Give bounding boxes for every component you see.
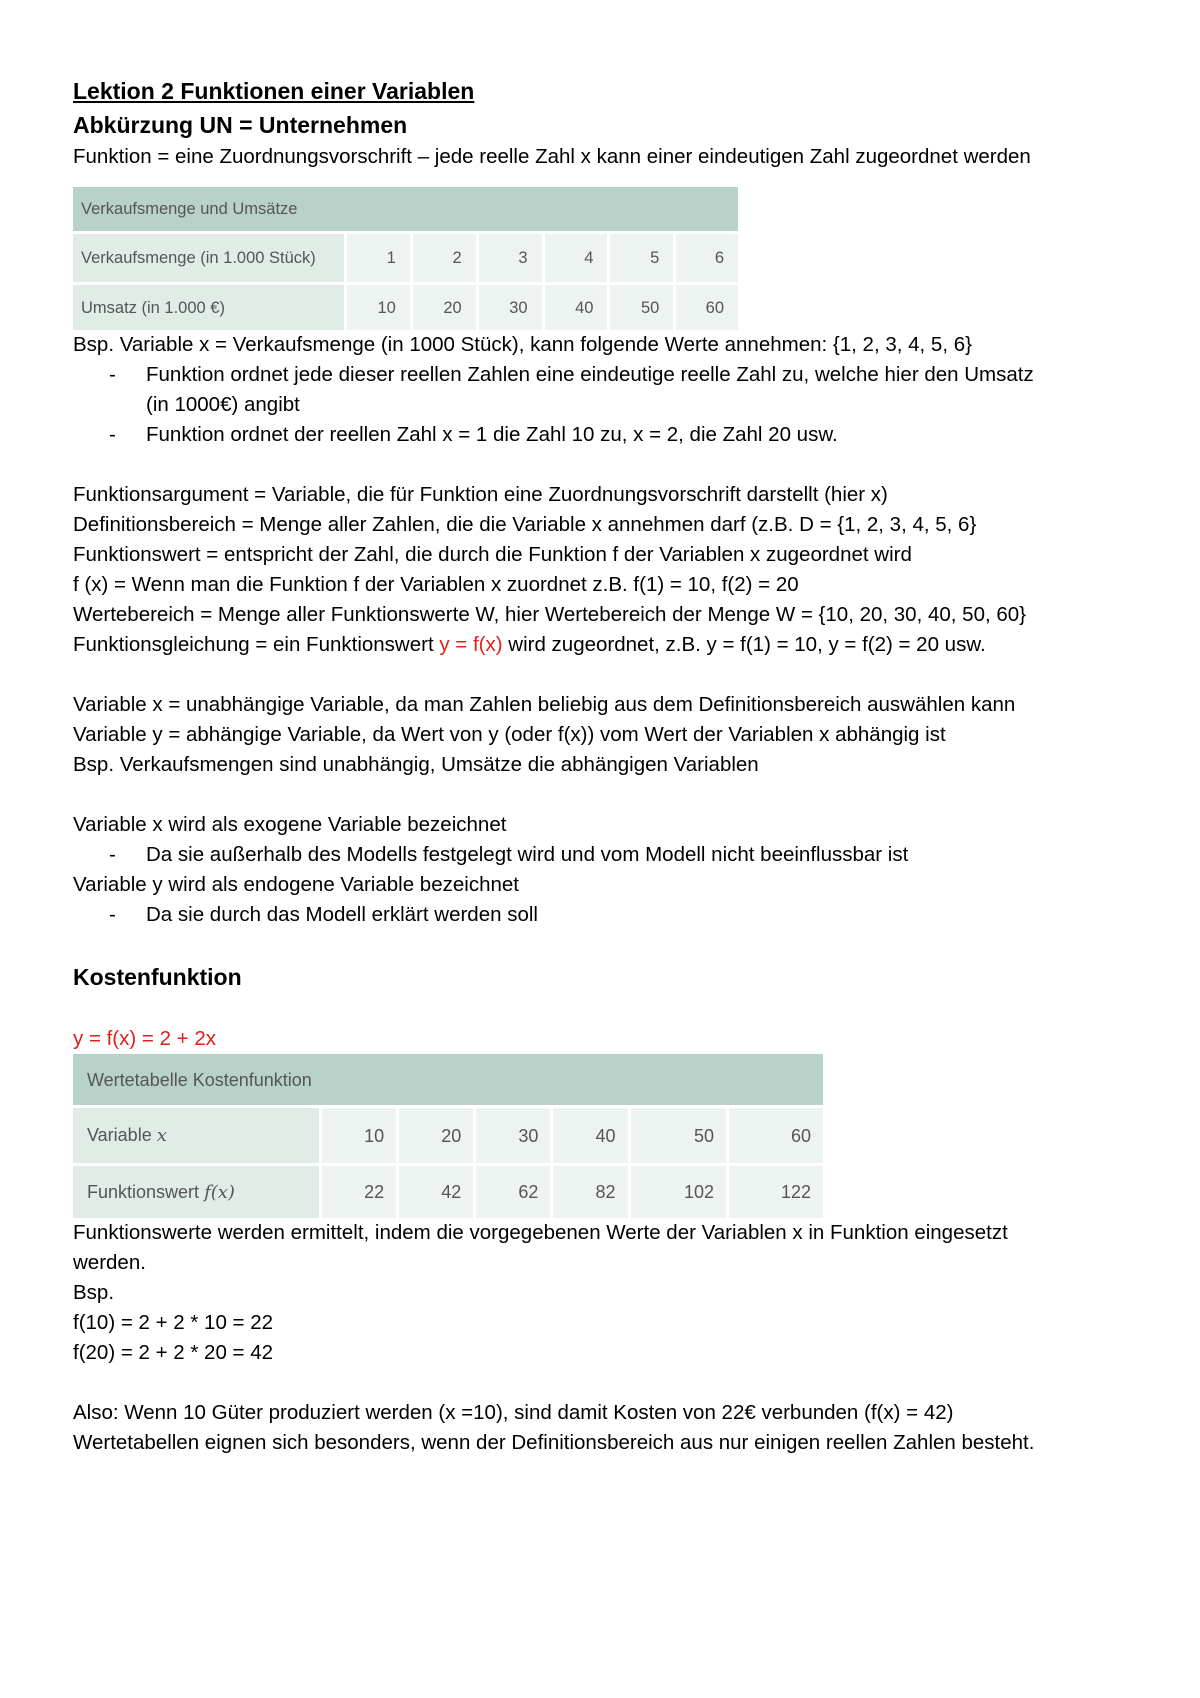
cost-table-label-var: x [156,1125,167,1146]
sales-table-row-label: Umsatz (in 1.000 €) [73,284,346,331]
cost-table-cell: 102 [629,1165,728,1219]
sales-table-cell: 1 [346,233,412,284]
bullet-dash: - [109,363,116,386]
bullet-item [73,360,1133,390]
explanation-line: f(10) = 2 + 2 * 10 = 22 [73,1311,274,1334]
sales-table-cell: 40 [543,284,609,331]
spacer [73,450,1133,480]
spacer [73,780,1133,810]
spacer [73,930,1133,960]
explanation-line: Bsp. [73,1281,115,1304]
sales-table-caption: Verkaufsmenge und Umsätze [73,187,738,233]
cost-table-cell: 82 [552,1165,629,1219]
sales-table-row-label: Verkaufsmenge (in 1.000 Stück) [73,233,346,284]
cost-formula: y = f(x) = 2 + 2x [73,1027,216,1050]
bullet-text: Funktion ordnet jede dieser reellen Zahlen eine eindeutige reelle Zahl zu, welche hier den Umsatz [146,363,1034,386]
spacer [73,1368,1133,1398]
sales-table-cell: 5 [609,233,675,284]
bullet-text: Da sie außerhalb des Modells festgelegt wird und vom Modell nicht beeinflussbar ist [146,843,909,866]
cost-table-cell: 60 [728,1107,823,1165]
sales-table-cell: 60 [675,284,738,331]
cost-table-cell: 62 [475,1165,552,1219]
definition-line: Funktionsargument = Variable, die für Funktion eine Zuordnungsvorschrift darstellt (hier x) [73,483,888,506]
exogen-line: Variable x wird als exogene Variable bezeichnet [73,813,507,836]
cost-table-label-var: f(x) [204,1181,235,1203]
page-title: Lektion 2 Funktionen einer Variablen [73,78,475,104]
bullet-text: (in 1000€) angibt [146,393,300,416]
equation-text-before: Funktionsgleichung = ein Funktionswert [73,633,440,656]
equation-text-after: wird zugeordnet, z.B. y = f(1) = 10, y = f(2) = 20 usw. [502,633,986,656]
variable-line: Bsp. Verkaufsmengen sind unabhängig, Umsätze die abhängigen Variablen [73,753,759,776]
equation-highlight: y = f(x) [439,633,503,656]
bullet-continuation [73,390,1133,420]
sales-table-cell: 2 [411,233,477,284]
explanation-line: werden. [73,1251,146,1274]
bullet-dash: - [109,843,116,866]
cost-table-cell: 122 [728,1165,823,1219]
explanation-line: f(20) = 2 + 2 * 20 = 42 [73,1341,274,1364]
document-page [73,74,1133,1458]
cost-table-cell: 42 [398,1165,475,1219]
bullet-dash: - [109,903,116,926]
cost-table-cell: 22 [321,1165,398,1219]
bullet-dash: - [109,423,116,446]
definition-line: Funktionswert = entspricht der Zahl, die durch die Funktion f der Variablen x zugeordnet wird [73,543,912,566]
cost-table-cell: 40 [552,1107,629,1165]
definition-line: Definitionsbereich = Menge aller Zahlen, die die Variable x annehmen darf (z.B. D = {1, 2, 3, 4, 5, 6} [73,513,977,536]
equation-definition [73,630,1133,660]
cost-table-row-label [73,1107,321,1165]
conclusion-line: Wertetabellen eignen sich besonders, wenn der Definitionsbereich aus nur einigen reellen Zahlen besteht. [73,1431,1035,1454]
cost-table-cell: 50 [629,1107,728,1165]
bullet-item [73,900,1133,930]
spacer [73,660,1133,690]
sales-table [73,187,738,330]
variable-line: Variable x = unabhängige Variable, da man Zahlen beliebig aus dem Definitionsbereich auswählen kann [73,693,1016,716]
abbreviation-heading: Abkürzung UN = Unternehmen [73,112,408,138]
endogen-line: Variable y wird als endogene Variable bezeichnet [73,873,519,896]
sales-table-cell: 6 [675,233,738,284]
cost-table-label-text: Funktionswert [87,1181,200,1202]
sales-table-cell: 20 [411,284,477,331]
bullet-text: Da sie durch das Modell erklärt werden soll [146,903,538,926]
conclusion-line: Also: Wenn 10 Güter produziert werden (x =10), sind damit Kosten von 22€ verbunden (f(x) = 42) [73,1401,954,1424]
variable-line: Variable y = abhängige Variable, da Wert von y (oder f(x)) vom Wert der Variablen x abhängig ist [73,723,946,746]
sales-table-cell: 50 [609,284,675,331]
cost-table [73,1054,823,1218]
bullet-text: Funktion ordnet der reellen Zahl x = 1 die Zahl 10 zu, x = 2, die Zahl 20 usw. [146,423,838,446]
definition-line: Wertebereich = Menge aller Funktionswerte W, hier Wertebereich der Menge W = {10, 20, 30, 40, 50, 60} [73,603,1027,626]
section-heading: Kostenfunktion [73,964,242,990]
sales-table-cell: 10 [346,284,412,331]
cost-table-cell: 30 [475,1107,552,1165]
bullet-item [73,840,1133,870]
intro-text: Funktion = eine Zuordnungsvorschrift – jede reelle Zahl x kann einer eindeutigen Zahl zugeordnet werden [73,145,1031,168]
bullet-item [73,420,1133,450]
cost-table-caption: Wertetabelle Kostenfunktion [73,1054,823,1107]
cost-table-label-text: Variable [87,1125,152,1145]
cost-table-row-label [73,1165,321,1219]
definition-line: f (x) = Wenn man die Funktion f der Variablen x zuordnet z.B. f(1) = 10, f(2) = 20 [73,573,799,596]
cost-table-cell: 10 [321,1107,398,1165]
sales-table-cell: 3 [477,233,543,284]
cost-table-cell: 20 [398,1107,475,1165]
explanation-line: Funktionswerte werden ermittelt, indem die vorgegebenen Werte der Variablen x in Funktion eingesetzt [73,1221,1008,1244]
sales-table-cell: 4 [543,233,609,284]
example-text: Bsp. Variable x = Verkaufsmenge (in 1000 Stück), kann folgende Werte annehmen: {1, 2, 3, 4, 5, 6} [73,333,972,356]
sales-table-cell: 30 [477,284,543,331]
spacer [73,994,1133,1024]
